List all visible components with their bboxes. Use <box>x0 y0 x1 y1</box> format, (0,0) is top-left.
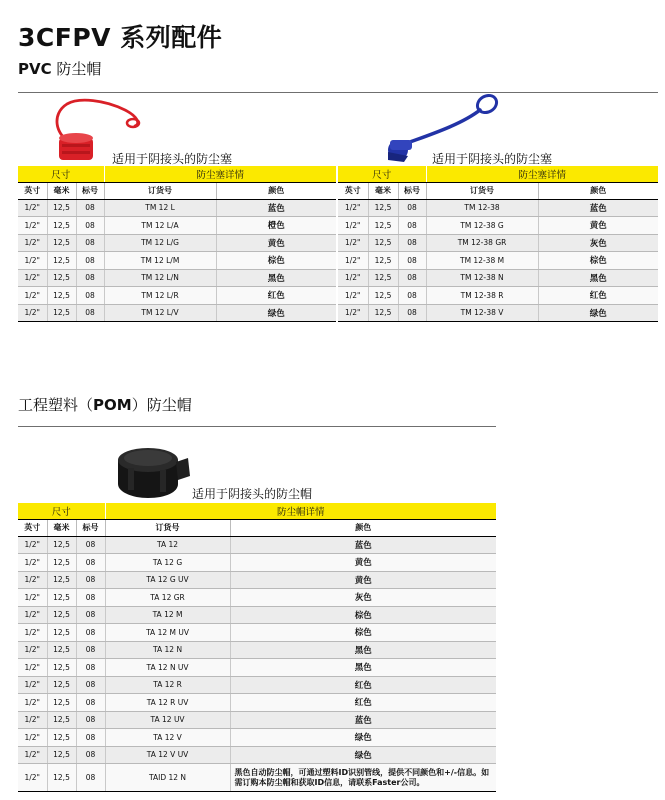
cell-mm: 12,5 <box>47 536 76 554</box>
column-header: 颜色 <box>230 519 496 536</box>
cell-code: 08 <box>76 624 105 642</box>
table-row <box>18 571 496 589</box>
group-header-details: 防尘帽详情 <box>105 503 496 519</box>
cell-order-number: TA 12 V UV <box>105 746 230 764</box>
cell-mm: 12,5 <box>368 217 398 235</box>
cell-mm: 12,5 <box>47 287 76 305</box>
cell-color: 灰色 <box>230 589 496 607</box>
cell-code: 08 <box>76 571 105 589</box>
cell-order-number: TM 12 L/N <box>104 269 216 287</box>
cell-code: 08 <box>398 304 426 322</box>
cell-inch: 1/2" <box>18 217 47 235</box>
cell-mm: 12,5 <box>47 199 76 217</box>
table-row <box>338 199 658 217</box>
cell-mm: 12,5 <box>47 571 76 589</box>
cell-color: 绿色 <box>538 304 658 322</box>
table-row <box>18 659 496 677</box>
cell-color: 绿色 <box>230 729 496 747</box>
cell-order-number: TA 12 V <box>105 729 230 747</box>
cell-color: 蓝色 <box>538 199 658 217</box>
column-header: 毫米 <box>368 182 398 199</box>
caption-red-cap: 适用于阴接头的防尘塞 <box>112 152 233 166</box>
table-row <box>338 304 658 322</box>
column-header: 毫米 <box>47 519 76 536</box>
cell-color: 棕色 <box>216 252 336 270</box>
caption-blue-plug: 适用于阴接头的防尘塞 <box>432 152 553 166</box>
cell-inch: 1/2" <box>18 571 47 589</box>
cell-mm: 12,5 <box>47 659 76 677</box>
cell-inch: 1/2" <box>338 217 368 235</box>
cell-mm: 12,5 <box>47 746 76 764</box>
cell-color: 绿色 <box>230 746 496 764</box>
column-header: 订货号 <box>105 519 230 536</box>
cell-code: 08 <box>76 234 104 252</box>
cell-inch: 1/2" <box>338 304 368 322</box>
cell-order-number: TM 12-38 GR <box>426 234 538 252</box>
cell-inch: 1/2" <box>18 589 47 607</box>
section-title-pvc-rest: 防尘帽 <box>51 60 102 78</box>
cell-order-number: TM 12 L/R <box>104 287 216 305</box>
section-divider-pom <box>18 426 496 427</box>
cell-color: 棕色 <box>230 624 496 642</box>
cell-code: 08 <box>398 252 426 270</box>
cell-mm: 12,5 <box>368 269 398 287</box>
cell-code: 08 <box>76 676 105 694</box>
table-row <box>18 641 496 659</box>
cell-inch: 1/2" <box>18 694 47 712</box>
section-title-pom-bold: POM <box>93 396 132 414</box>
cell-code: 08 <box>76 199 104 217</box>
cell-inch: 1/2" <box>18 199 47 217</box>
cell-mm: 12,5 <box>47 676 76 694</box>
cell-order-number: TM 12-38 R <box>426 287 538 305</box>
column-header: 英寸 <box>338 182 368 199</box>
table-row <box>338 234 658 252</box>
cell-mm: 12,5 <box>368 199 398 217</box>
cell-mm: 12,5 <box>47 269 76 287</box>
cell-mm: 12,5 <box>47 234 76 252</box>
cell-inch: 1/2" <box>338 287 368 305</box>
table-row <box>18 217 336 235</box>
cell-color: 黑色 <box>230 641 496 659</box>
column-header: 英寸 <box>18 519 47 536</box>
page-title: 3CFPV 系列配件 <box>18 23 223 52</box>
group-header-size: 尺寸 <box>18 166 104 182</box>
cell-inch: 1/2" <box>338 252 368 270</box>
table-row <box>18 554 496 572</box>
cell-mm: 12,5 <box>47 764 76 792</box>
cell-order-number: TM 12 L/A <box>104 217 216 235</box>
caption-black-cap: 适用于阴接头的防尘帽 <box>192 487 313 501</box>
table-pom-cap <box>18 503 496 792</box>
table-pvc-plug <box>338 166 658 322</box>
table-row <box>338 217 658 235</box>
cell-code: 08 <box>76 694 105 712</box>
cell-inch: 1/2" <box>18 536 47 554</box>
table-row <box>338 269 658 287</box>
cell-mm: 12,5 <box>47 304 76 322</box>
section-title-pom-pre: 工程塑料（ <box>18 396 94 414</box>
column-header: 标号 <box>398 182 426 199</box>
cell-inch: 1/2" <box>18 269 47 287</box>
cell-color: 黄色 <box>230 571 496 589</box>
cell-mm: 12,5 <box>47 711 76 729</box>
cell-mm: 12,5 <box>368 234 398 252</box>
cell-mm: 12,5 <box>368 304 398 322</box>
cell-mm: 12,5 <box>47 554 76 572</box>
cell-order-number: TM 12 L/G <box>104 234 216 252</box>
cell-code: 08 <box>76 659 105 677</box>
cell-inch: 1/2" <box>18 606 47 624</box>
cell-code: 08 <box>76 729 105 747</box>
table-row <box>18 676 496 694</box>
section-title-pvc <box>18 58 101 79</box>
cell-mm: 12,5 <box>47 589 76 607</box>
cell-code: 08 <box>76 711 105 729</box>
cell-code: 08 <box>76 269 104 287</box>
cell-code: 08 <box>76 589 105 607</box>
cell-color: 黄色 <box>538 217 658 235</box>
cell-inch: 1/2" <box>338 199 368 217</box>
table-row <box>18 304 336 322</box>
cell-order-number: TM 12-38 <box>426 199 538 217</box>
column-header: 标号 <box>76 519 105 536</box>
cell-code: 08 <box>76 304 104 322</box>
cell-inch: 1/2" <box>18 764 47 792</box>
cell-inch: 1/2" <box>18 711 47 729</box>
cell-order-number: TA 12 GR <box>105 589 230 607</box>
table-row <box>18 269 336 287</box>
cell-code: 08 <box>398 199 426 217</box>
table-row <box>18 624 496 642</box>
cell-color: 黑色 <box>230 659 496 677</box>
cell-order-number: TA 12 R <box>105 676 230 694</box>
table-row <box>18 711 496 729</box>
section-divider-pvc <box>18 92 658 93</box>
cell-inch: 1/2" <box>18 287 47 305</box>
table-row <box>18 589 496 607</box>
cell-order-number: TA 12 M UV <box>105 624 230 642</box>
cell-inch: 1/2" <box>18 746 47 764</box>
cell-color: 红色 <box>538 287 658 305</box>
column-header: 订货号 <box>104 182 216 199</box>
cell-color: 棕色 <box>230 606 496 624</box>
cell-code: 08 <box>76 217 104 235</box>
column-header: 颜色 <box>216 182 336 199</box>
cell-inch: 1/2" <box>18 659 47 677</box>
table-row <box>18 694 496 712</box>
column-header: 毫米 <box>47 182 76 199</box>
table-row <box>18 729 496 747</box>
cell-order-number: TM 12-38 V <box>426 304 538 322</box>
table-row <box>18 606 496 624</box>
cell-code: 08 <box>76 536 105 554</box>
cell-color: 棕色 <box>538 252 658 270</box>
cell-color: 蓝色 <box>216 199 336 217</box>
cell-mm: 12,5 <box>47 729 76 747</box>
group-header-size: 尺寸 <box>338 166 426 182</box>
table-row <box>18 764 496 792</box>
cell-order-number: TA 12 R UV <box>105 694 230 712</box>
cell-order-number: TA 12 G UV <box>105 571 230 589</box>
cell-order-number: TA 12 G <box>105 554 230 572</box>
group-header-size: 尺寸 <box>18 503 105 519</box>
cell-color: 黑色 <box>216 269 336 287</box>
cell-code: 08 <box>76 641 105 659</box>
cell-order-number: TA 12 N UV <box>105 659 230 677</box>
column-header: 英寸 <box>18 182 47 199</box>
cell-mm: 12,5 <box>47 641 76 659</box>
cell-inch: 1/2" <box>338 269 368 287</box>
section-title-pvc-bold: PVC <box>18 60 52 78</box>
table-pvc-cap <box>18 166 336 322</box>
cell-mm: 12,5 <box>368 252 398 270</box>
cell-order-number: TAID 12 N <box>105 764 230 792</box>
cell-order-number: TM 12 L/M <box>104 252 216 270</box>
table-row <box>18 536 496 554</box>
cell-mm: 12,5 <box>47 217 76 235</box>
cell-color: 蓝色 <box>230 711 496 729</box>
cell-inch: 1/2" <box>18 729 47 747</box>
section-title-pom <box>18 394 192 415</box>
cell-code: 08 <box>398 234 426 252</box>
table-row <box>18 287 336 305</box>
cell-inch: 1/2" <box>18 624 47 642</box>
cell-code: 08 <box>76 746 105 764</box>
group-header-details: 防尘塞详情 <box>426 166 658 182</box>
cell-code: 08 <box>398 269 426 287</box>
column-header: 订货号 <box>426 182 538 199</box>
group-header-details: 防尘塞详情 <box>104 166 336 182</box>
cell-order-number: TM 12-38 N <box>426 269 538 287</box>
cell-inch: 1/2" <box>18 304 47 322</box>
cell-order-number: TA 12 UV <box>105 711 230 729</box>
table-row <box>18 234 336 252</box>
table-row <box>338 252 658 270</box>
cell-code: 08 <box>76 287 104 305</box>
table-row <box>18 746 496 764</box>
cell-order-number: TM 12-38 M <box>426 252 538 270</box>
column-header: 颜色 <box>538 182 658 199</box>
cell-inch: 1/2" <box>18 641 47 659</box>
cell-color: 橙色 <box>216 217 336 235</box>
cell-color: 红色 <box>216 287 336 305</box>
cell-inch: 1/2" <box>18 676 47 694</box>
table-row <box>18 199 336 217</box>
cell-mm: 12,5 <box>47 694 76 712</box>
table-row <box>338 287 658 305</box>
table-row <box>18 252 336 270</box>
cell-inch: 1/2" <box>18 252 47 270</box>
cell-color: 黄色 <box>230 554 496 572</box>
cell-order-number: TA 12 M <box>105 606 230 624</box>
cell-mm: 12,5 <box>368 287 398 305</box>
cell-order-number: TM 12 L <box>104 199 216 217</box>
cell-code: 08 <box>76 252 104 270</box>
cell-code: 08 <box>76 554 105 572</box>
cell-mm: 12,5 <box>47 624 76 642</box>
cell-order-number: TM 12-38 G <box>426 217 538 235</box>
cell-inch: 1/2" <box>338 234 368 252</box>
black-dust-cap-image <box>108 432 192 502</box>
cell-color: 红色 <box>230 694 496 712</box>
cell-code: 08 <box>76 606 105 624</box>
cell-mm: 12,5 <box>47 606 76 624</box>
cell-color: 黄色 <box>216 234 336 252</box>
cell-color: 灰色 <box>538 234 658 252</box>
cell-color: 红色 <box>230 676 496 694</box>
cell-order-number: TM 12 L/V <box>104 304 216 322</box>
cell-note: 黑色自动防尘帽，可通过塑料ID识别管线，提供不同颜色和+/-信息。如需订购本防尘帽和获取ID信息，请联系Faster公司。 <box>230 764 496 792</box>
cell-color: 绿色 <box>216 304 336 322</box>
cell-mm: 12,5 <box>47 252 76 270</box>
cell-order-number: TA 12 N <box>105 641 230 659</box>
cell-color: 蓝色 <box>230 536 496 554</box>
cell-code: 08 <box>76 764 105 792</box>
cell-inch: 1/2" <box>18 554 47 572</box>
section-title-pom-post: ）防尘帽 <box>131 396 192 414</box>
column-header: 标号 <box>76 182 104 199</box>
cell-color: 黑色 <box>538 269 658 287</box>
cell-inch: 1/2" <box>18 234 47 252</box>
cell-order-number: TA 12 <box>105 536 230 554</box>
cell-code: 08 <box>398 217 426 235</box>
cell-code: 08 <box>398 287 426 305</box>
